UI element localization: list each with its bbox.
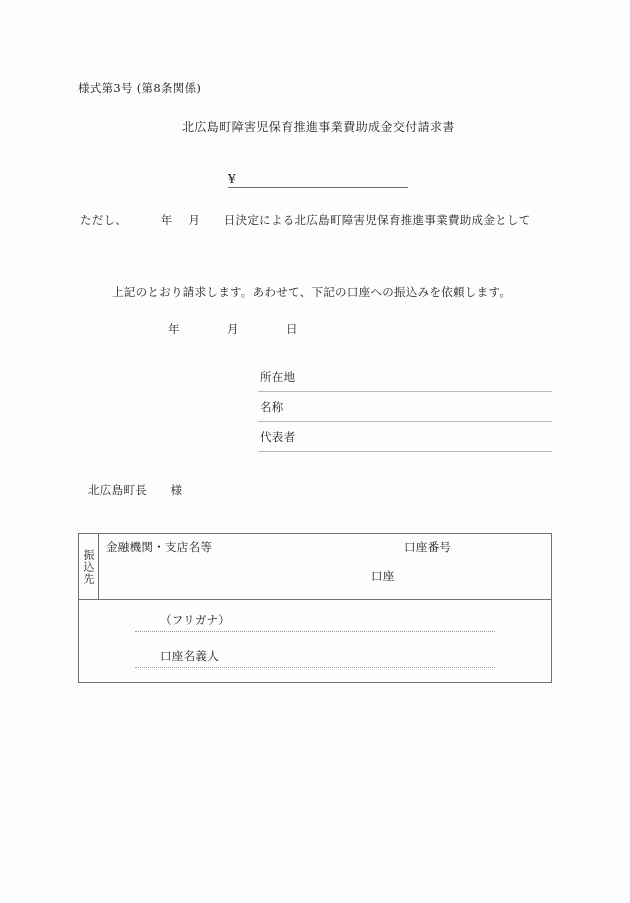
date-line: 年 月 日 <box>168 322 298 336</box>
bank-transfer-upper-body[interactable] <box>99 534 551 599</box>
furigana-rule <box>135 631 495 632</box>
applicant-row-name[interactable] <box>258 392 552 422</box>
applicant-block <box>258 362 552 452</box>
account-holder-row[interactable] <box>135 648 495 668</box>
applicant-row-representative[interactable] <box>258 422 552 452</box>
bank-institution-label: 金融機関・支店名等 <box>106 540 213 554</box>
applicant-label-representative: 代表者 <box>260 429 296 444</box>
applicant-row-address[interactable] <box>258 362 552 392</box>
furigana-label: （フリガナ） <box>160 613 231 627</box>
furigana-row[interactable] <box>135 612 495 632</box>
bank-transfer-table <box>78 533 552 683</box>
request-sentence: 上記のとおり請求します。あわせて、下記の口座への振込みを依頼します。 <box>112 285 512 299</box>
addressee: 北広島町長 様 <box>88 483 183 497</box>
bank-transfer-vertical-label: 振込先 <box>82 548 95 585</box>
bank-transfer-vertical-label-cell <box>79 534 99 599</box>
proviso-text: ただし、 年 月 日決定による北広島町障害児保育推進事業費助成金として <box>80 213 531 227</box>
bank-account-type-label: 口座 <box>371 569 395 583</box>
account-holder-rule <box>135 667 495 668</box>
applicant-label-name: 名称 <box>260 399 284 414</box>
bank-transfer-upper-section <box>79 534 551 600</box>
bank-transfer-lower-section <box>79 600 551 682</box>
applicant-label-address: 所在地 <box>260 369 296 384</box>
bank-account-number-label: 口座番号 <box>404 540 452 554</box>
amount-field[interactable] <box>228 169 408 188</box>
currency-symbol: ¥ <box>228 172 237 186</box>
form-number: 様式第3号 (第8条関係) <box>78 81 202 95</box>
page-title: 北広島町障害児保育推進事業費助成金交付請求書 <box>182 120 455 134</box>
account-holder-label: 口座名義人 <box>160 649 219 663</box>
